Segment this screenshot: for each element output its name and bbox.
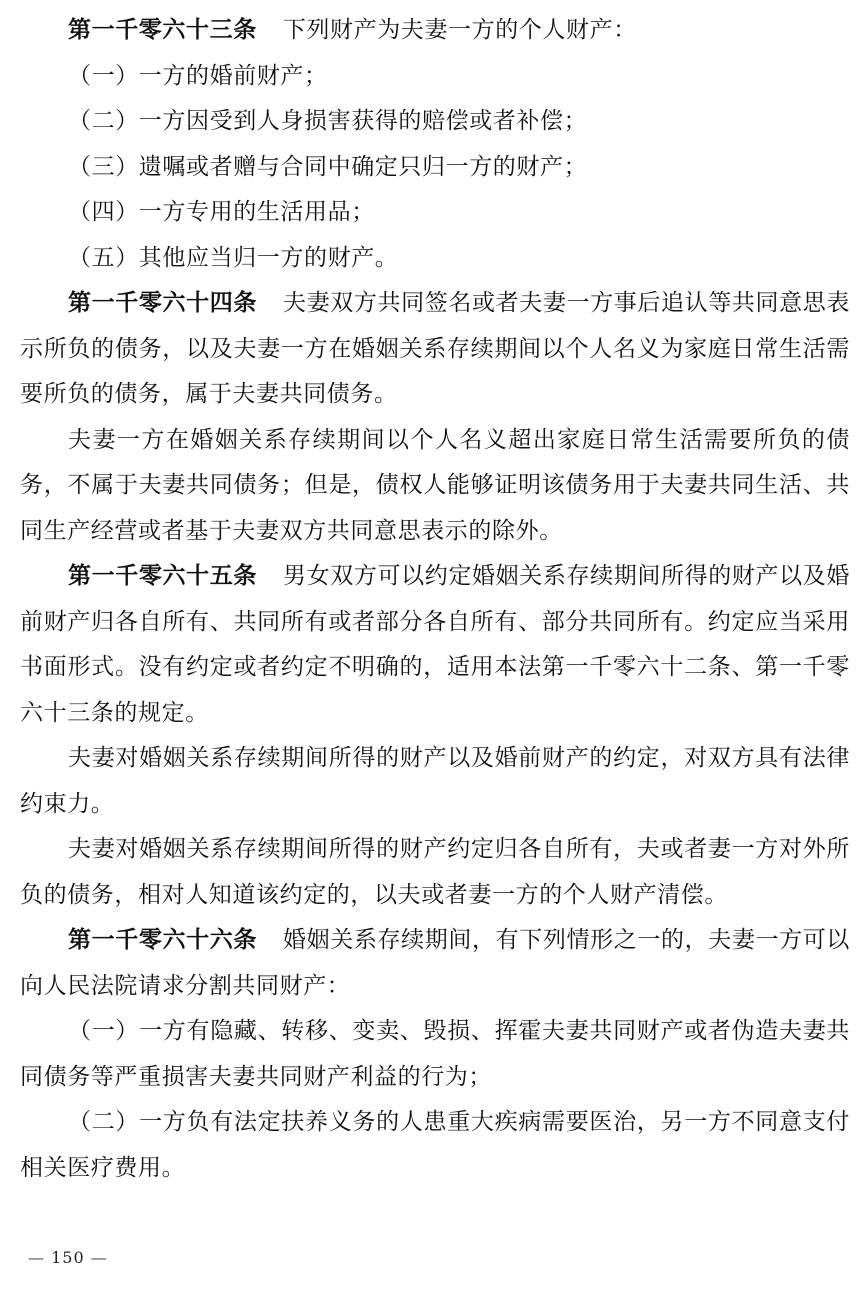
article-text: 下列财产为夫妻一方的个人财产：	[282, 17, 637, 43]
list-item: （五）其他应当归一方的财产。	[68, 244, 399, 271]
list-item: （一）一方的婚前财产；	[68, 62, 328, 89]
paragraph: 夫妻对婚姻关系存续期间所得的财产约定归各自所有，夫或者妻一方对外所负的债务，相对人知道该约定的，以夫或者妻一方的个人财产清偿。	[20, 836, 850, 908]
article-text: 夫妻双方共同签名或者夫妻一方事后追认等共同意思表示所负的债务，以及夫妻一方在婚姻关系存续期间以个人名义为家庭日常生活需要所负的债务，属于夫妻共同债务。	[20, 290, 850, 407]
article-text: 男女双方可以约定婚姻关系存续期间所得的财产以及婚前财产归各自所有、共同所有或者部分各自所有、部分共同所有。约定应当采用书面形式。没有约定或者约定不明确的，适用本法第一千零六十二条、第一千零六十三条的规定。	[20, 563, 850, 726]
list-item: （三）遗嘱或者赠与合同中确定只归一方的财产；	[68, 153, 588, 180]
article-title: 第一千零六十三条	[68, 17, 257, 43]
page-number: 150	[51, 1248, 85, 1267]
article-text: 婚姻关系存续期间，有下列情形之一的，夫妻一方可以向人民法院请求分割共同财产：	[20, 927, 850, 999]
page-footer	[28, 1248, 108, 1267]
list-item: （四）一方专用的生活用品；	[68, 199, 375, 225]
paragraph: 夫妻一方在婚姻关系存续期间以个人名义超出家庭日常生活需要所负的债务，不属于夫妻共同债务；但是，债权人能够证明该债务用于夫妻共同生活、共同生产经营或者基于夫妻双方共同意思表示的除外。	[20, 426, 850, 544]
article-1064-heading	[20, 281, 850, 418]
footer-dash-right: —	[90, 1248, 108, 1267]
list-item: （二）一方因受到人身损害获得的赔偿或者补偿；	[68, 108, 588, 134]
article-1066-heading	[20, 918, 850, 1009]
article-title: 第一千零六十四条	[68, 290, 258, 316]
paragraph: 夫妻对婚姻关系存续期间所得的财产以及婚前财产的约定，对双方具有法律约束力。	[20, 745, 850, 817]
list-item: （二）一方负有法定扶养义务的人患重大疾病需要医治，另一方不同意支付相关医疗费用。	[20, 1109, 850, 1181]
footer-dash-left: —	[28, 1248, 45, 1267]
article-title: 第一千零六十六条	[68, 927, 258, 953]
document-page	[20, 8, 850, 1191]
article-1063-heading	[20, 8, 850, 54]
article-1065-heading	[20, 554, 850, 736]
article-title: 第一千零六十五条	[68, 563, 258, 589]
list-item: （一）一方有隐藏、转移、变卖、毁损、挥霍夫妻共同财产或者伪造夫妻共同债务等严重损害夫妻共同财产利益的行为；	[20, 1018, 850, 1090]
